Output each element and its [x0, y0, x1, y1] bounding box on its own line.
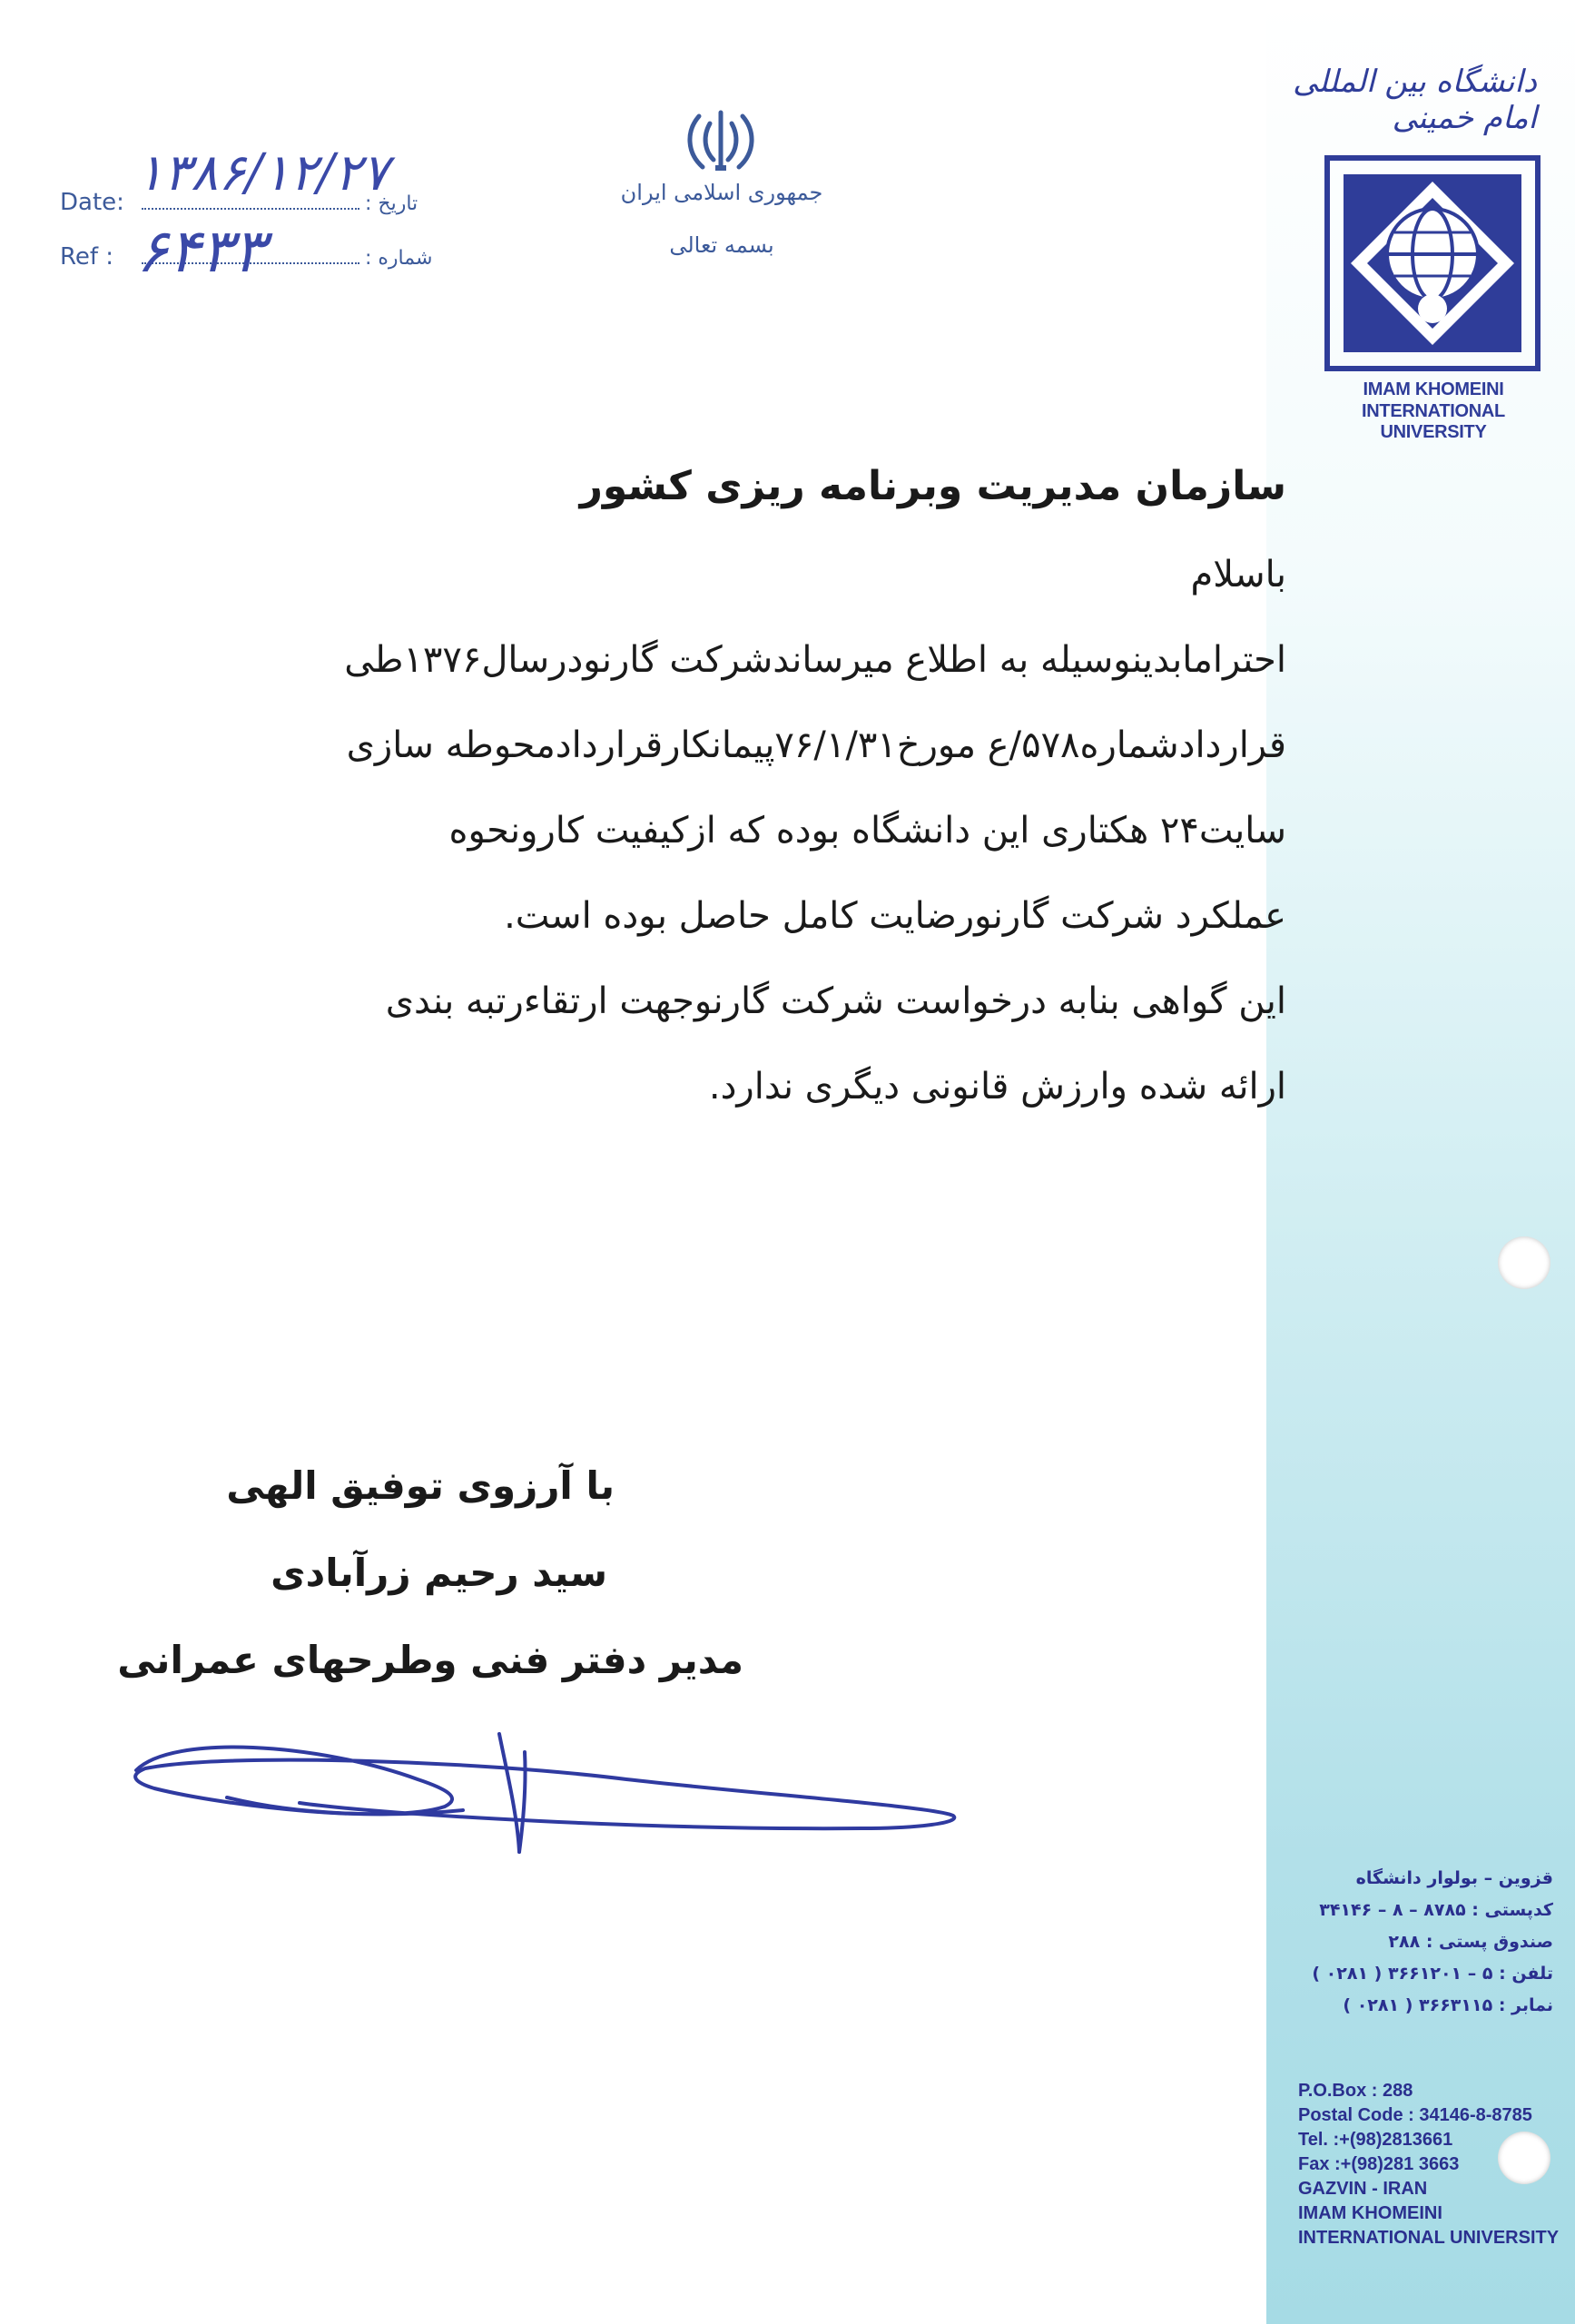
contact-en-line: INTERNATIONAL UNIVERSITY — [1298, 2228, 1560, 2248]
handwritten-ref: ۶۴۳۳ — [136, 216, 265, 286]
paragraph-1-line: عملکرد شرکت گارنورضایت کامل حاصل بوده است. — [504, 895, 1286, 937]
contact-en-block — [1298, 2079, 1570, 2250]
paragraph-1-line: قراردادشماره۵۷۸/ع مورخ۷۶/۱/۳۱پیمانکارقراردادمحوطه سازی — [346, 724, 1286, 766]
contact-fa-block — [1281, 1863, 1553, 2022]
paragraph-2-line: ارائه شده وارزش قانونی دیگری ندارد. — [708, 1066, 1286, 1108]
recipient-heading: سازمان مدیریت وبرنامه ریزی کشور — [579, 463, 1286, 509]
university-name-en-line1: IMAM KHOMEINI — [1363, 379, 1504, 399]
contact-en-line: Tel. :+(98)2813661 — [1298, 2130, 1453, 2150]
contact-fa-line: صندوق پستی : ۲۸۸ — [1388, 1932, 1553, 1952]
paragraph-2-line: این گواهی بنابه درخواست شرکت گارنوجهت ارتقاءرتبه بندی — [385, 980, 1286, 1022]
contact-fa-line: قزوین – بولوار دانشگاه — [1355, 1868, 1553, 1888]
contact-fa-line: تلفن : ۵ – ۳۶۶۱۲۰۱ ( ۰۲۸۱ ) — [1312, 1964, 1553, 1984]
university-logo-icon — [1324, 154, 1541, 372]
contact-en-line: Postal Code : 34146-8-8785 — [1298, 2105, 1532, 2125]
handwritten-date: ۱۳۸۶/۱۲/۲۷ — [136, 143, 389, 202]
country-name: جمهوری اسلامی ایران — [620, 180, 823, 205]
contact-fa-line: نمابر : ۳۶۶۳۱۱۵ ( ۰۲۸۱ ) — [1343, 1995, 1553, 2015]
date-label-fa: تاریخ : — [365, 192, 418, 215]
ref-label-fa: شماره : — [365, 247, 433, 270]
greeting: باسلام — [1190, 554, 1286, 596]
contact-en-line: IMAM KHOMEINI — [1298, 2203, 1442, 2223]
invocation: بسمه تعالی — [669, 232, 774, 258]
closing-wish: با آرزوی توفیق الهی — [226, 1463, 615, 1508]
ref-label-en: Ref : — [60, 243, 114, 271]
punch-hole-upper — [1498, 1236, 1550, 1289]
paragraph-1 — [233, 617, 1286, 959]
signer-position: مدیر دفتر فنی وطرحهای عمرانی — [117, 1638, 743, 1682]
signer-name: سید رحیم زرآبادی — [271, 1551, 607, 1595]
iran-emblem-icon — [683, 107, 759, 176]
paragraph-1-line: سایت۲۴ هکتاری این دانشگاه بوده که ازکیفیت کارونحوه — [448, 810, 1286, 852]
contact-en-line: GAZVIN - IRAN — [1298, 2179, 1428, 2199]
date-label-en: Date: — [60, 189, 124, 216]
paragraph-2 — [233, 959, 1286, 1129]
contact-fa-line: کدپستی : ۸۷۸۵ – ۸ – ۳۴۱۴۶ — [1319, 1900, 1553, 1920]
paragraph-1-line: احترامابدینوسیله به اطلاع میرساندشرکت گارنودرسال۱۳۷۶طی — [344, 639, 1286, 681]
contact-en-line: P.O.Box : 288 — [1298, 2081, 1413, 2101]
university-name-en-line2: INTERNATIONAL UNIVERSITY — [1362, 401, 1505, 442]
university-name-script: دانشگاه بین المللی امام خمینی — [1293, 64, 1537, 136]
handwritten-signature-icon — [118, 1716, 980, 1861]
contact-en-line: Fax :+(98)281 3663 — [1298, 2154, 1460, 2174]
